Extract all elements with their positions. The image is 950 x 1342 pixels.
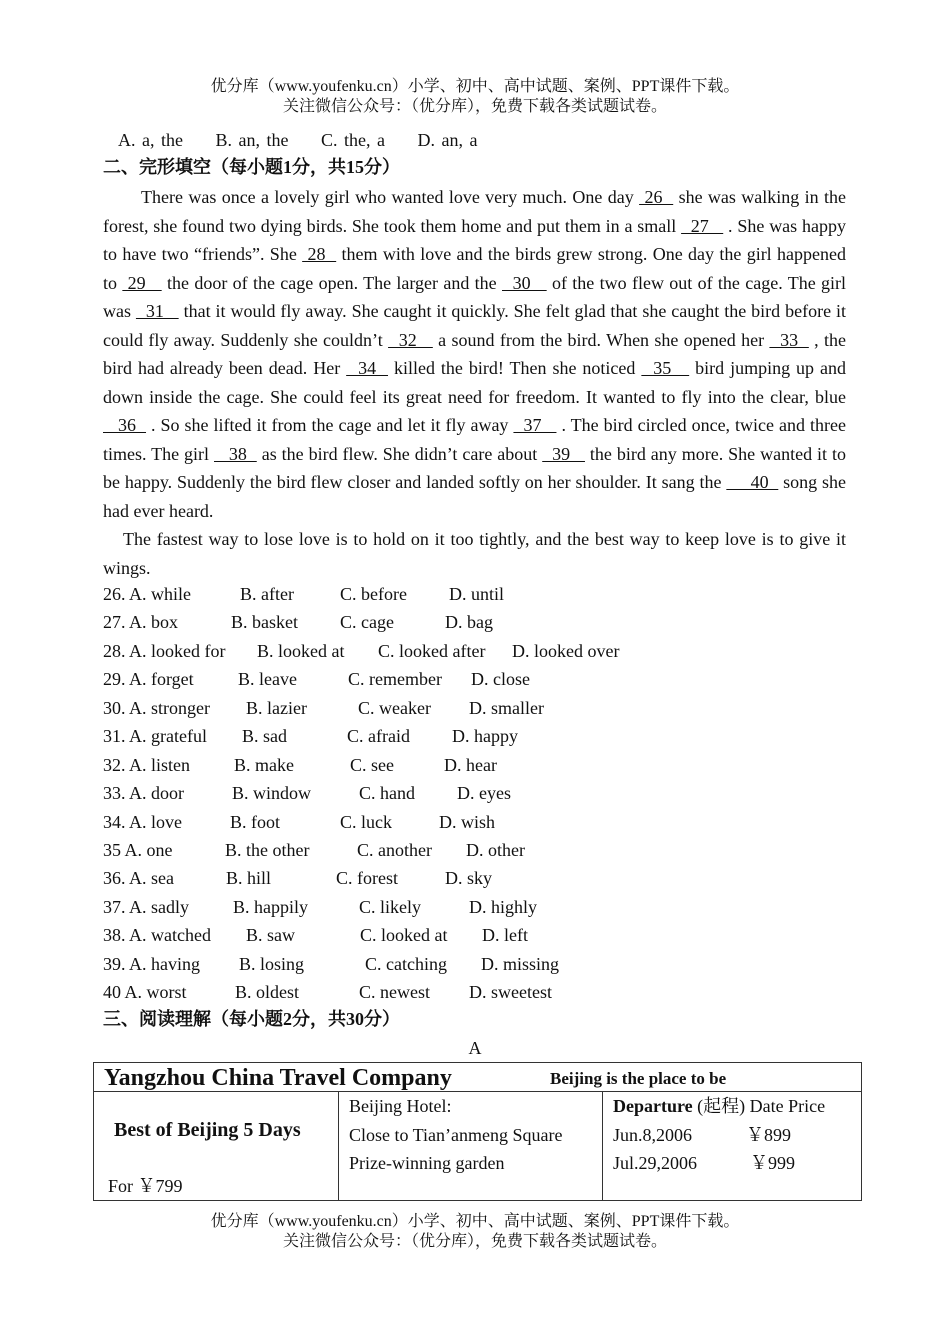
option-b: B. sad: [242, 726, 287, 747]
departure-date: Jul.29,2006: [613, 1153, 698, 1173]
option-d: D. other: [466, 839, 525, 860]
footer-line-2: 关注微信公众号：（优分库），免费下载各类试题试卷。: [282, 1233, 667, 1250]
option-c: C. cage: [340, 612, 394, 633]
footer-line-1: 优分库（www.youfenku.cn）小学、初中、高中试题、案例、PPT课件下载。: [210, 1213, 740, 1230]
option-a: 29. A. forget: [103, 669, 194, 690]
blank-37: 37: [513, 415, 557, 435]
previous-question-options: A. a, the B. an, the C. the, a D. an, a: [118, 130, 478, 150]
option-c: C. hand: [359, 783, 415, 804]
option-b: B. oldest: [235, 982, 300, 1003]
option-a: 35 A. one: [103, 839, 173, 860]
option-d: D. smaller: [469, 697, 544, 718]
option-b: B. make: [234, 754, 294, 775]
option-d: D. highly: [469, 896, 538, 917]
blank-35: 35: [641, 358, 690, 378]
option-c: C. remember: [348, 669, 442, 690]
option-c: C. newest: [359, 982, 430, 1003]
blank-40: 40: [726, 472, 779, 492]
hotel-cell: [339, 1092, 603, 1201]
option-a: 39. A. having: [103, 953, 200, 974]
option-a: 37. A. sadly: [103, 896, 190, 917]
passage-label-a: A: [468, 1038, 482, 1058]
blank-28: 28: [302, 244, 337, 264]
option-a: 34. A. love: [103, 811, 182, 832]
option-b: B. window: [232, 783, 312, 804]
departure-cell: [603, 1092, 862, 1201]
hotel-feature: Prize-winning garden: [349, 1153, 505, 1173]
option-d: D. bag: [445, 612, 493, 633]
option-a: 36. A. sea: [103, 868, 174, 889]
hotel-feature: Close to Tian’anmeng Square: [349, 1124, 563, 1145]
departure-row: [603, 1121, 861, 1150]
departure-row: [603, 1149, 861, 1178]
hotel-title: Beijing Hotel:: [349, 1096, 452, 1116]
option-d: D. missing: [481, 953, 560, 974]
option-d: D. sweetest: [469, 982, 552, 1003]
option-c: C. another: [357, 839, 432, 860]
company-name: Yangzhou China Travel Company: [104, 1065, 452, 1091]
option-a: 31. A. grateful: [103, 726, 207, 747]
option-a: 30. A. stronger: [103, 697, 210, 718]
ad-tagline: Beijing is the place to be: [550, 1069, 727, 1088]
section-2-title: 二、完形填空（每小题1分，共15分）: [103, 157, 400, 177]
option-a: 32. A. listen: [103, 754, 191, 775]
header-line-2: 关注微信公众号：（优分库），免费下载各类试题试卷。: [282, 98, 667, 115]
option-c: C. catching: [365, 953, 447, 974]
option-b: B. leave: [238, 669, 297, 690]
blank-30: 30: [502, 272, 547, 293]
option-d: D. close: [471, 669, 530, 690]
option-a: 27. A. box: [103, 612, 179, 633]
blank-33: 33: [769, 329, 809, 350]
option-c: C. luck: [340, 811, 392, 832]
blank-39: 39: [542, 443, 585, 464]
option-c: C. looked at: [360, 925, 448, 946]
option-c: C. see: [350, 754, 394, 775]
option-d: D. sky: [445, 868, 493, 889]
page-header: [0, 77, 950, 117]
departure-date: Jun.8,2006: [613, 1124, 693, 1145]
option-b: B. basket: [231, 612, 298, 633]
option-d: D. happy: [452, 726, 518, 747]
blank-29: 29: [122, 272, 162, 293]
option-d: D. hear: [444, 754, 497, 775]
blank-31: 31: [135, 301, 179, 321]
option-a: 38. A. watched: [103, 925, 211, 946]
blank-26: 26: [639, 187, 674, 207]
option-c: C. before: [340, 584, 407, 604]
option-b: B. happily: [233, 896, 308, 917]
option-d: D. until: [449, 584, 505, 604]
passage-paragraph-1: There was once a lovely girl who wanted love very much. One day 26 she was walking in the forest, she found two dying birds. She took them home and put them in a small 27 . She was happy to have two “friends”. She 28 them with love and the birds grew strong. One day the girl happened to 29 the door of the cage open. The larger and the 30 of the two flew out of the cage. The girl was 31 that it would fly away. She caught it quickly. She felt glad that she caught the bird before it could fly away. Suddenly she couldn’t 32 a sound from the bird. When she opened her 33 , the bird had already been dead. Her 34 killed the bird! Then she noticed 35 bird jumping up and down inside the cage. She could feel its great need for freedom. It wanted to fly into the clear, blue 36 . So she lifted it from the cage and let it fly away 37 . The bird circled once, twice and three times. The girl 38 as the bird flew. She didn’t care about 39 the bird any more. She wanted it to be happy. Suddenly the bird flew closer and landed softly on her shoulder. It sang the 40 song she had ever heard.: [103, 187, 847, 521]
option-c: C. weaker: [358, 697, 431, 718]
option-d: D. eyes: [457, 783, 511, 804]
travel-ad-table: [93, 1062, 862, 1201]
option-b: B. the other: [225, 839, 310, 860]
blank-27: 27: [681, 215, 724, 236]
departure-price: ￥999: [750, 1153, 795, 1173]
blank-36: 36: [103, 415, 147, 435]
option-a: 28. A. looked for: [103, 640, 226, 661]
option-b: B. looked at: [257, 640, 345, 661]
option-a: 26. A. while: [103, 584, 191, 604]
option-b: B. foot: [230, 811, 281, 832]
blank-32: 32: [388, 329, 433, 350]
ad-header: [94, 1063, 862, 1092]
page-footer: [0, 1212, 950, 1252]
departure-price: ￥899: [746, 1124, 791, 1145]
passage-paragraph-2: The fastest way to lose love is to hold on it too tightly, and the best way to keep love is to give it wings.: [103, 529, 846, 578]
option-a: 33. A. door: [103, 783, 184, 804]
option-c: C. afraid: [347, 726, 410, 747]
option-d: D. looked over: [512, 640, 620, 661]
cloze-passage: [103, 183, 846, 582]
option-c: C. forest: [336, 868, 398, 889]
option-b: B. losing: [239, 953, 305, 974]
departure-heading: Departure (起程) Date Price: [613, 1096, 826, 1116]
option-b: B. saw: [246, 925, 295, 946]
option-b: B. lazier: [246, 697, 307, 718]
option-d: D. wish: [439, 811, 496, 832]
option-c: C. looked after: [378, 640, 486, 661]
section-3-title: 三、阅读理解（每小题2分，共30分）: [103, 1009, 400, 1029]
blank-38: 38: [214, 443, 257, 464]
option-a: 40 A. worst: [103, 982, 187, 1003]
tour-price: For ￥799: [108, 1176, 183, 1196]
tour-name: Best of Beijing 5 Days: [114, 1119, 301, 1141]
header-line-1: 优分库（www.youfenku.cn）小学、初中、高中试题、案例、PPT课件下载。: [210, 78, 740, 95]
option-d: D. left: [482, 925, 528, 946]
option-b: B. hill: [226, 868, 272, 889]
option-c: C. likely: [359, 896, 421, 917]
tour-cell: [94, 1092, 339, 1201]
blank-34: 34: [346, 358, 389, 378]
option-b: B. after: [240, 584, 294, 604]
